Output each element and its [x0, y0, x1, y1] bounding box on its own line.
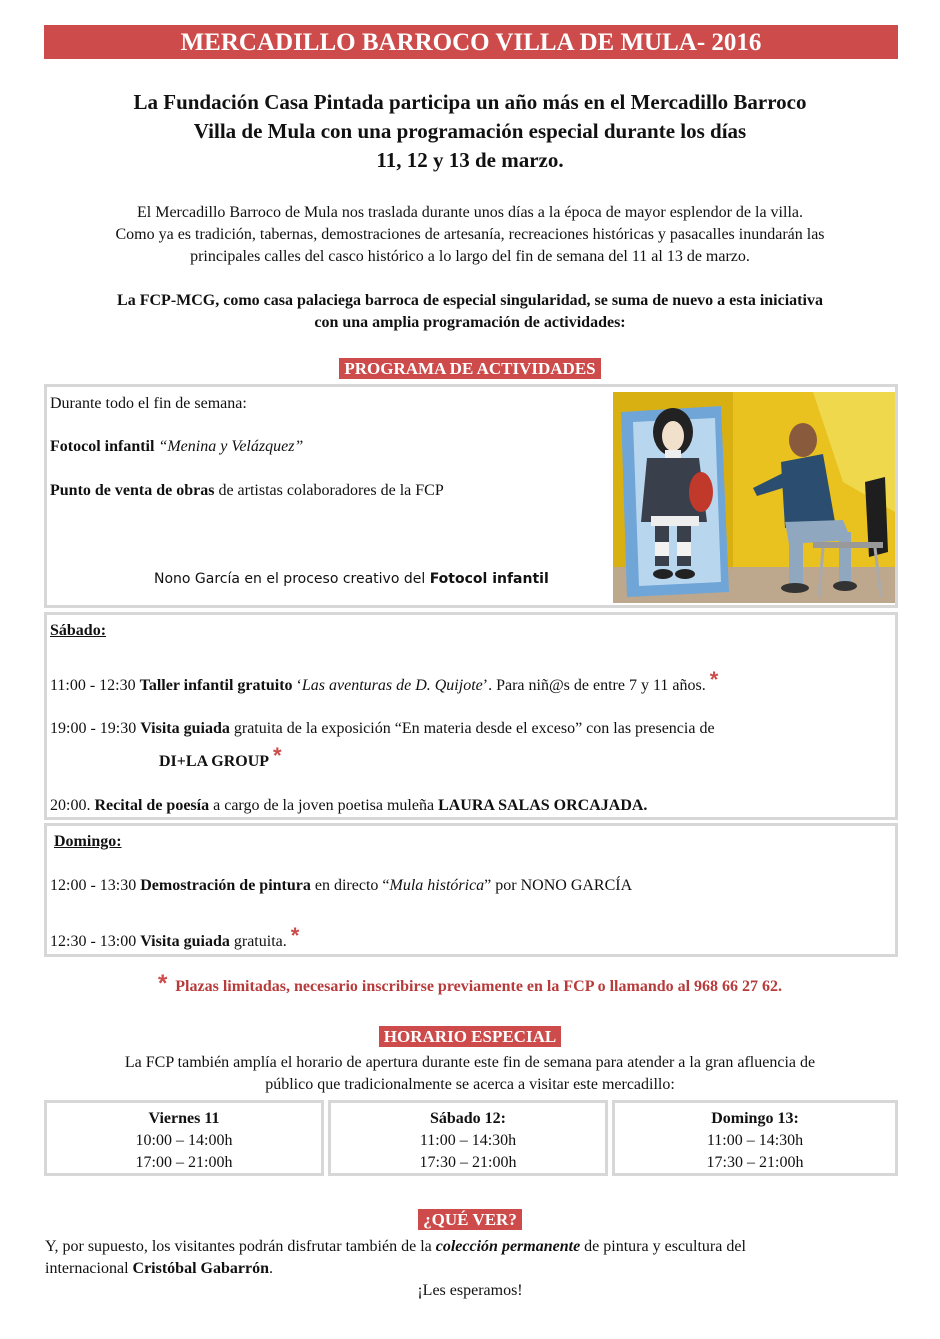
farewell: ¡Les esperamos! — [417, 1282, 523, 1299]
asterisk-icon: * — [709, 667, 719, 692]
poet-name: LAURA SALAS ORCAJADA. — [438, 797, 648, 814]
activity-title: Recital de poesía — [94, 797, 210, 814]
fotocol-title: “Menina y Velázquez” — [154, 438, 304, 455]
schedule-sunday — [612, 1100, 898, 1176]
fcp-paragraph — [40, 290, 900, 334]
closing-line-2 — [45, 1259, 273, 1279]
saturday-activity-taller — [50, 667, 719, 696]
activity-title: Visita guiada — [140, 933, 230, 950]
saturday-activity-recital — [50, 796, 647, 816]
horario-heading: HORARIO ESPECIAL — [379, 1026, 561, 1047]
limited-places-note — [0, 970, 940, 998]
que-ver-heading: ¿QUÉ VER? — [418, 1209, 522, 1230]
saturday-activity-visita — [50, 719, 715, 739]
group-name: DI+LA GROUP — [159, 753, 270, 770]
horario-paragraph — [40, 1052, 900, 1096]
activity-time: 19:00 - 19:30 — [50, 720, 141, 737]
activity-text: ’. Para niñ@s de entre 7 y 11 años. — [482, 677, 710, 694]
page-title: MERCADILLO BARROCO VILLA DE MULA- 2016 — [44, 25, 898, 59]
description-line: Como ya es tradición, tabernas, demostraciones de artesanía, recreaciones históricas y pasacalles inundarán las — [115, 226, 825, 243]
description-line: principales calles del casco histórico a lo largo del fin de semana del 11 al 13 de marzo. — [190, 248, 750, 265]
intro-line: 11, 12 y 13 de marzo. — [376, 148, 564, 172]
sunday-activity-pintura — [50, 876, 632, 896]
closing-text: de pintura y escultura del — [580, 1238, 746, 1255]
schedule-slot: 17:30 – 21:00h — [419, 1154, 517, 1171]
asterisk-icon: * — [157, 970, 168, 997]
punto-venta-label: Punto de venta de obras — [50, 482, 215, 499]
schedule-slot: 11:00 – 14:30h — [706, 1132, 804, 1149]
activity-time: 12:30 - 13:00 — [50, 933, 141, 950]
saturday-group — [159, 743, 282, 772]
que-ver-heading-wrap — [0, 1210, 940, 1230]
activity-text: gratuita de la exposición “En materia desde el exceso” con las presencia de — [229, 720, 715, 737]
activity-title: Demostración de pintura — [140, 877, 311, 894]
saturday-box — [44, 612, 898, 820]
sunday-activity-visita — [50, 923, 300, 952]
programa-heading-wrap — [0, 359, 940, 379]
closing-text: Y, por supuesto, los visitantes podrán disfrutar también de la — [45, 1238, 436, 1255]
painter-photo — [613, 392, 895, 603]
intro-line: Villa de Mula con una programación especial durante los días — [193, 119, 747, 143]
activity-text: gratuita. — [229, 933, 291, 950]
intro-line: La Fundación Casa Pintada participa un año más en el Mercadillo Barroco — [133, 90, 807, 114]
closing-line-1 — [45, 1237, 746, 1257]
closing-text: . — [268, 1260, 273, 1277]
fcp-line: La FCP-MCG, como casa palaciega barroca de especial singularidad, se suma de nuevo a esta iniciativa — [117, 292, 823, 309]
horario-line: público que tradicionalmente se acerca a visitar este mercadillo: — [265, 1076, 675, 1093]
caption-bold: Fotocol infantil — [429, 571, 549, 587]
artist-name: Cristóbal Gabarrón — [132, 1260, 269, 1277]
schedule-saturday — [328, 1100, 608, 1176]
fcp-line: con una amplia programación de actividades: — [314, 314, 626, 331]
description-paragraph — [40, 202, 900, 268]
activity-title: Visita guiada — [140, 720, 230, 737]
schedule-day: Sábado 12: — [429, 1110, 507, 1127]
collection-name: colección permanente — [435, 1238, 581, 1255]
intro-heading — [30, 88, 910, 175]
activity-title: Taller infantil gratuito — [139, 677, 293, 694]
closing-text: internacional — [45, 1260, 133, 1277]
schedule-day: Viernes 11 — [148, 1110, 220, 1127]
schedule-slot: 10:00 – 14:00h — [135, 1132, 233, 1149]
fotocol-item — [50, 437, 303, 457]
photo-caption — [154, 569, 549, 589]
schedule-slot: 17:00 – 21:00h — [135, 1154, 233, 1171]
horario-heading-wrap — [0, 1027, 940, 1047]
schedule-slot: 11:00 – 14:30h — [419, 1132, 517, 1149]
description-line: El Mercadillo Barroco de Mula nos traslada durante unos días a la época de mayor esplendor de la villa. — [137, 204, 803, 221]
schedule-friday — [44, 1100, 324, 1176]
horario-line: La FCP también amplía el horario de apertura durante este fin de semana para atender a la gran afluencia de — [124, 1054, 816, 1071]
activity-text: en directo “ — [310, 877, 390, 894]
weekend-heading: Durante todo el fin de semana: — [50, 395, 247, 412]
saturday-heading: Sábado: — [50, 622, 107, 639]
note-text: Plazas limitadas, necesario inscribirse previamente en la FCP o llamando al 968 66 27 62. — [175, 978, 783, 995]
punto-venta-item — [50, 481, 444, 501]
schedule-day: Domingo 13: — [711, 1110, 799, 1127]
activity-text: ” por NONO GARCÍA — [484, 877, 633, 894]
activity-time: 11:00 - 12:30 — [50, 677, 140, 694]
activity-work-title: Mula histórica — [389, 877, 485, 894]
sunday-heading: Domingo: — [54, 833, 122, 850]
activity-time: 12:00 - 13:30 — [50, 877, 141, 894]
punto-venta-text: de artistas colaboradores de la FCP — [214, 482, 444, 499]
painter-photo-image — [613, 392, 895, 603]
schedule-slot: 17:30 – 21:00h — [706, 1154, 804, 1171]
asterisk-icon: * — [290, 923, 300, 948]
caption-text: Nono García en el proceso creativo del — [154, 571, 430, 587]
activity-time: 20:00. — [50, 797, 95, 814]
activity-text: ‘ — [292, 677, 302, 694]
activity-work-title: Las aventuras de D. Quijote — [301, 677, 483, 694]
programa-heading: PROGRAMA DE ACTIVIDADES — [339, 358, 600, 379]
activity-text: a cargo de la joven poetisa muleña — [209, 797, 439, 814]
asterisk-icon: * — [273, 743, 282, 768]
fotocol-label: Fotocol infantil — [50, 438, 155, 455]
